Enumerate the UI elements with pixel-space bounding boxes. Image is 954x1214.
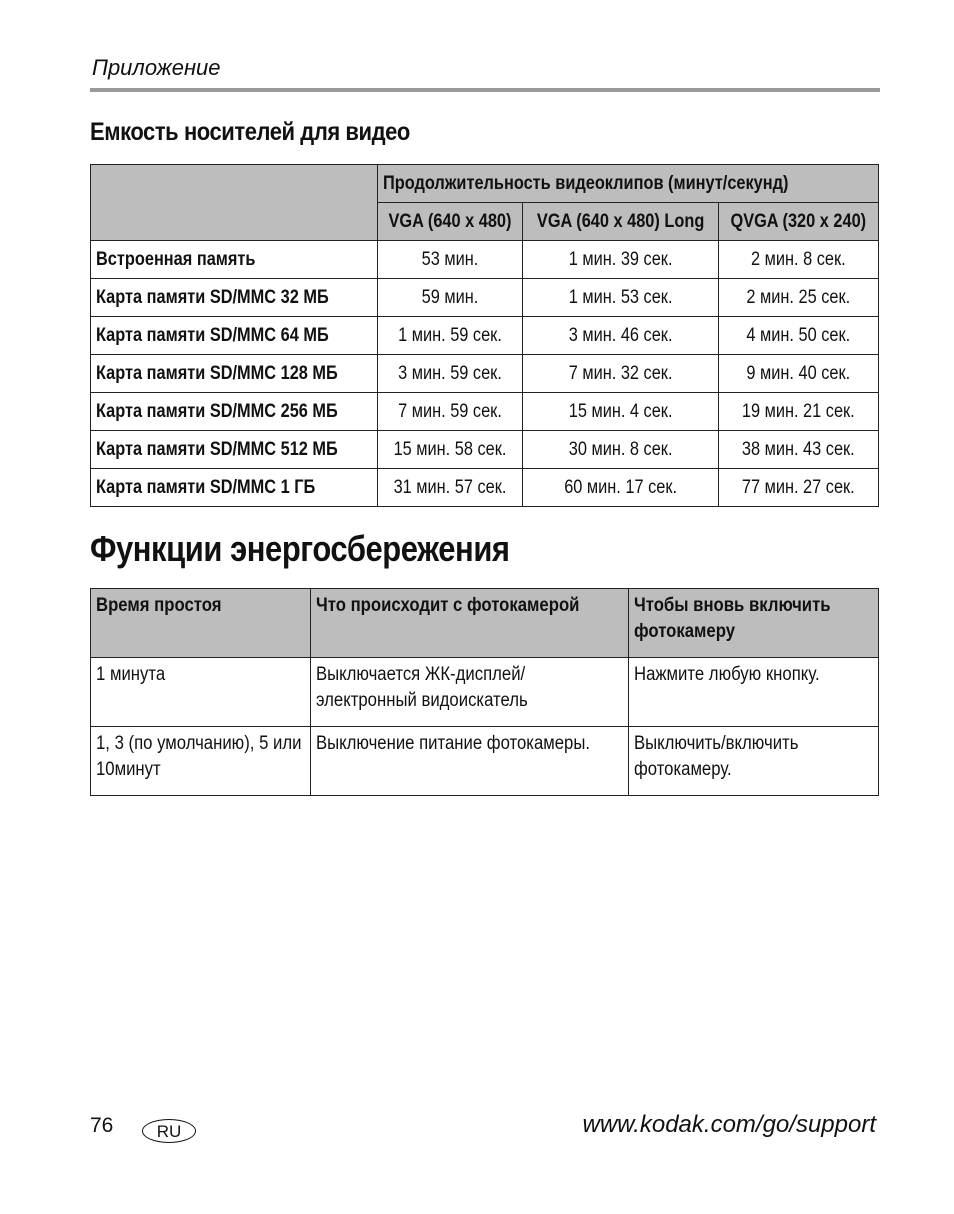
row-label: Карта памяти SD/MMC 256 МБ bbox=[91, 393, 378, 431]
row-label: Карта памяти SD/MMC 128 МБ bbox=[91, 355, 378, 393]
row-label: Карта памяти SD/MMC 512 МБ bbox=[91, 431, 378, 469]
table-row bbox=[91, 727, 879, 796]
table-cell: 1, 3 (по умолчанию), 5 или 10минут bbox=[91, 727, 311, 796]
row-label: Карта памяти SD/MMC 32 МБ bbox=[91, 279, 378, 317]
table-cell: 15 мин. 4 сек. bbox=[523, 393, 719, 431]
table-cell: Нажмите любую кнопку. bbox=[629, 658, 879, 727]
row-label: Карта памяти SD/MMC 1 ГБ bbox=[91, 469, 378, 507]
column-header-camera-action: Что происходит с фотокамерой bbox=[310, 589, 629, 658]
table-cell: 3 мин. 46 сек. bbox=[523, 317, 719, 355]
table-cell: 19 мин. 21 сек. bbox=[719, 393, 879, 431]
column-header-resume: Чтобы вновь включить фотокамеру bbox=[629, 589, 879, 658]
table-row bbox=[91, 241, 879, 279]
support-url[interactable]: www.kodak.com/go/support bbox=[582, 1111, 876, 1138]
table-header-row bbox=[91, 589, 879, 658]
table-cell: 2 мин. 25 сек. bbox=[719, 279, 879, 317]
column-header-qvga: QVGA (320 x 240) bbox=[719, 203, 879, 241]
table-cell: 31 мин. 57 сек. bbox=[378, 469, 523, 507]
table-row bbox=[91, 431, 879, 469]
language-badge: RU bbox=[142, 1119, 196, 1143]
table-cell: 60 мин. 17 сек. bbox=[523, 469, 719, 507]
table-cell: 77 мин. 27 сек. bbox=[719, 469, 879, 507]
table-row bbox=[91, 469, 879, 507]
empty-header-cell bbox=[91, 165, 378, 241]
row-label: Карта памяти SD/MMC 64 МБ bbox=[91, 317, 378, 355]
table-cell: Выключается ЖК-дисплей/ электронный видоискатель bbox=[310, 658, 629, 727]
table-cell: 1 минута bbox=[91, 658, 311, 727]
table-cell: Выключение питание фотокамеры. bbox=[310, 727, 629, 796]
table-cell: 4 мин. 50 сек. bbox=[719, 317, 879, 355]
video-capacity-title: Емкость носителей для видео bbox=[90, 118, 410, 146]
table-cell: 59 мин. bbox=[378, 279, 523, 317]
header-divider bbox=[90, 88, 880, 92]
page-section-label: Приложение bbox=[92, 55, 221, 80]
page-number: 76 bbox=[90, 1114, 114, 1137]
table-cell: 2 мин. 8 сек. bbox=[719, 241, 879, 279]
table-cell: 38 мин. 43 сек. bbox=[719, 431, 879, 469]
power-saving-title: Функции энергосбережения bbox=[90, 528, 510, 569]
column-header-vga-long: VGA (640 x 480) Long bbox=[523, 203, 719, 241]
table-row bbox=[91, 279, 879, 317]
table-cell: 15 мин. 58 сек. bbox=[378, 431, 523, 469]
table-cell: 7 мин. 32 сек. bbox=[523, 355, 719, 393]
table-cell: Выключить/включить фотокамеру. bbox=[629, 727, 879, 796]
video-capacity-table bbox=[90, 164, 879, 507]
power-saving-table bbox=[90, 588, 879, 796]
table-cell: 30 мин. 8 сек. bbox=[523, 431, 719, 469]
column-header-idle-time: Время простоя bbox=[91, 589, 311, 658]
table-row bbox=[91, 658, 879, 727]
duration-group-header: Продолжительность видеоклипов (минут/секунд) bbox=[378, 165, 879, 203]
table-row bbox=[91, 393, 879, 431]
table-row bbox=[91, 355, 879, 393]
row-label: Встроенная память bbox=[91, 241, 378, 279]
table-cell: 3 мин. 59 сек. bbox=[378, 355, 523, 393]
table-cell: 1 мин. 53 сек. bbox=[523, 279, 719, 317]
table-cell: 53 мин. bbox=[378, 241, 523, 279]
table-cell: 1 мин. 59 сек. bbox=[378, 317, 523, 355]
table-cell: 1 мин. 39 сек. bbox=[523, 241, 719, 279]
table-cell: 7 мин. 59 сек. bbox=[378, 393, 523, 431]
table-header-row bbox=[91, 165, 879, 203]
table-row bbox=[91, 317, 879, 355]
table-cell: 9 мин. 40 сек. bbox=[719, 355, 879, 393]
column-header-vga: VGA (640 x 480) bbox=[378, 203, 523, 241]
